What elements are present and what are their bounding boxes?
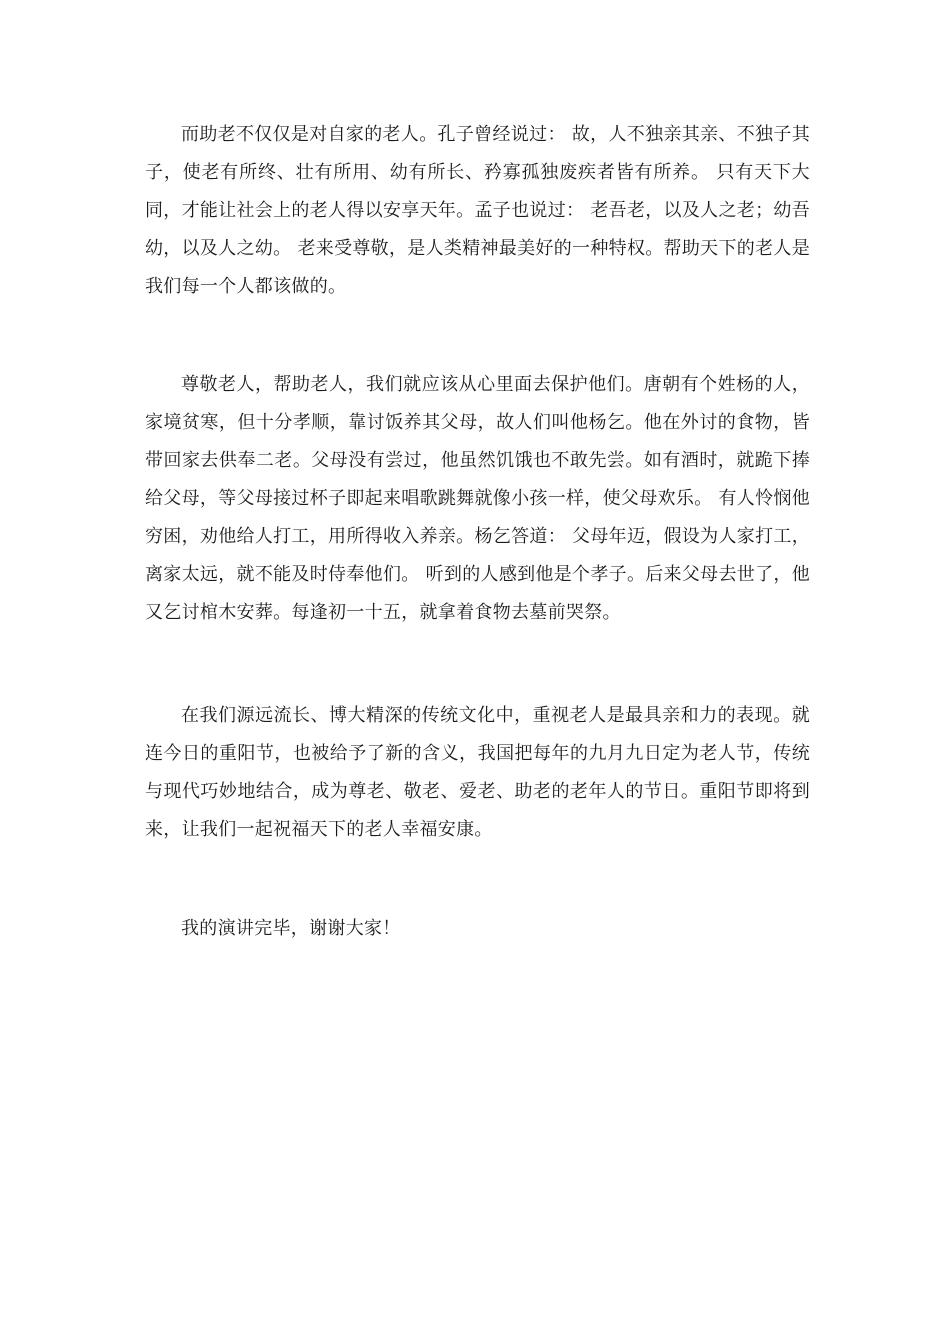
paragraph-yang-qi-story: 尊敬老人，帮助老人，我们就应该从心里面去保护他们。唐朝有个姓杨的人，家境贫寒，但十分孝顺，靠讨饭养其父母，故人们叫他杨乞。他在外讨的食物，皆带回家去供奉二老。父母没有尝过，他虽然饥饿也不敢先尝。如有酒时，就跪下捧给父母，等父母接过杯子即起来唱歌跳舞就像小孩一样，使父母欢乐。 有人怜悯他穷困，劝他给人打工，用所得收入养亲。杨乞答道： 父母年迈，假设为人家打工，离家太远，就不能及时侍奉他们。 听到的人感到他是个孝子。后来父母去世了，他又乞讨棺木安葬。每逢初一十五，就拿着食物去墓前哭祭。 — [145, 374, 810, 623]
paragraph-closing: 我的演讲完毕，谢谢大家！ — [181, 918, 401, 939]
paragraph-traditional-culture: 在我们源远流长、博大精深的传统文化中，重视老人是最具亲和力的表现。就连今日的重阳节，也被给予了新的含义，我国把每年的九月九日定为老人节，传统与现代巧妙地结合，成为尊老、敬老、爱老、助老的老年人的节日。重阳节即将到来，让我们一起祝福天下的老人幸福安康。 — [145, 705, 810, 840]
paragraph-helping-elders: 而助老不仅仅是对自家的老人。孔子曾经说过： 故，人不独亲其亲、不独子其子，使老有所终、壮有所用、幼有所长、矜寡孤独废疾者皆有所养。 只有天下大同，才能让社会上的老人得以安享天年。孟子也说过： 老吾老，以及人之老；幼吾幼，以及人之幼。 老来受尊敬，是人类精神最美好的一种特权。帮助天下的老人是我们每一个人都该做的。 — [145, 124, 810, 297]
